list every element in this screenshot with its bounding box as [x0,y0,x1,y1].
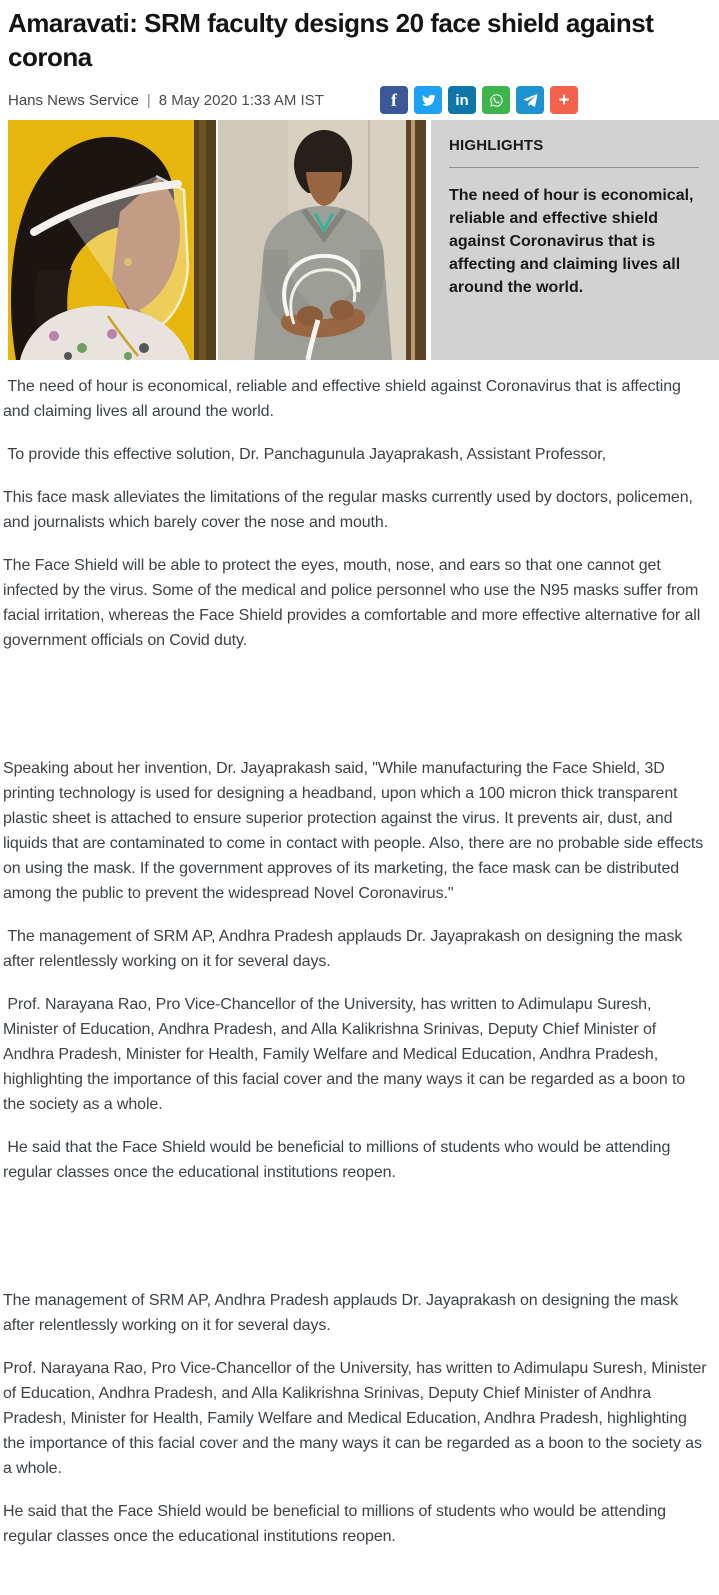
page-title: Amaravati: SRM faculty designs 20 face shield against corona [8,8,654,72]
content-spacer [3,653,707,738]
highlights-box [431,120,719,360]
linkedin-icon: in [455,91,469,109]
highlights-divider [449,167,699,168]
highlights-text: The need of hour is economical, reliable and effective shield against Coronavirus that is affecting and claiming lives all around the world. [449,187,694,296]
facebook-icon: f [391,90,397,110]
twitter-share-button[interactable] [414,86,442,114]
article-paragraph: Prof. Narayana Rao, Pro Vice-Chancellor of the University, has written to Adimulapu Suresh, Minister of Education, Andhra Pradesh, and Alla Kalikrishna Srinivas, Deputy Chief Minister of Andhra Pradesh, Minister for Health, Family Welfare and Medical Education, Andhra Pradesh, highlighting the importance of this facial cover and the many ways it can be regarded as a boon to the society as a whole. [3,996,690,1113]
byline [8,92,324,109]
article-paragraph: Speaking about her invention, Dr. Jayaprakash said, "While manufacturing the Face Shield, 3D printing technology is used for designing a headband, upon which a 100 micron thick transparent plastic sheet is attached to ensure superior protection against the virus. It prevents air, dust, and liquids that are contaminated to come in contact with people. Also, there are no probable side effects on using the mask. If the government approves of its marketing, the face mask can be distributed among the public to prevent the widespread Novel Coronavirus." [3,760,708,902]
content-spacer [3,1185,707,1270]
whatsapp-share-button[interactable] [482,86,510,114]
article-paragraph: Prof. Narayana Rao, Pro Vice-Chancellor of the University, has written to Adimulapu Suresh, Minister of Education, Andhra Pradesh, and Alla Kalikrishna Srinivas, Deputy Chief Minister of Andhra Pradesh, Minister for Health, Family Welfare and Medical Education, Andhra Pradesh, highlighting the importance of this facial cover and the many ways it can be regarded as a boon to the society as a whole. [3,1360,711,1477]
media-row [8,120,719,360]
photo-woman-face-shield [8,120,216,360]
plus-icon: + [558,89,570,111]
share-buttons [380,86,578,114]
article-paragraph: The need of hour is economical, reliable and effective shield against Coronavirus that is affecting and claiming lives all around the world. [3,378,686,420]
article-paragraph: The management of SRM AP, Andhra Pradesh applauds Dr. Jayaprakash on designing the mask after relentlessly working on it for several days. [3,1292,683,1334]
photo-man-assembling-shield [218,120,426,360]
article-page [0,6,719,1595]
telegram-share-button[interactable] [516,86,544,114]
article-paragraph: This face mask alleviates the limitations of the regular masks currently used by doctors, policemen, and journalists which barely cover the nose and mouth. [3,489,698,531]
more-share-button[interactable] [550,86,578,114]
article-paragraph: To provide this effective solution, Dr. Panchagunula Jayaprakash, Assistant Professor, [3,446,606,463]
article-paragraph: The Face Shield will be able to protect the eyes, mouth, nose, and ears so that one cannot get infected by the virus. Some of the medical and police personnel who use the N95 masks suffer from facial irritation, whereas the Face Shield provides a comfortable and more effective alternative for all government officials on Covid duty. [3,557,705,649]
byline-datetime: 8 May 2020 1:33 AM IST [158,91,324,109]
meta-row [8,85,578,115]
whatsapp-icon [489,93,504,108]
facebook-share-button[interactable] [380,86,408,114]
byline-source-link[interactable]: Hans News Service [8,91,139,109]
telegram-plane-icon [523,93,538,108]
article-paragraph: He said that the Face Shield would be beneficial to millions of students who would be attending regular classes once the educational institutions reopen. [3,1503,671,1545]
byline-separator: | [146,91,151,109]
article-paragraph: He said that the Face Shield would be beneficial to millions of students who would be attending regular classes once the educational institutions reopen. [3,1139,675,1181]
twitter-bird-icon [421,93,436,108]
article-image [8,120,426,360]
article-body [0,374,719,1549]
linkedin-share-button[interactable] [448,86,476,114]
article-paragraph: The management of SRM AP, Andhra Pradesh applauds Dr. Jayaprakash on designing the mask after relentlessly working on it for several days. [3,928,687,970]
highlights-heading: HIGHLIGHTS [449,137,544,154]
